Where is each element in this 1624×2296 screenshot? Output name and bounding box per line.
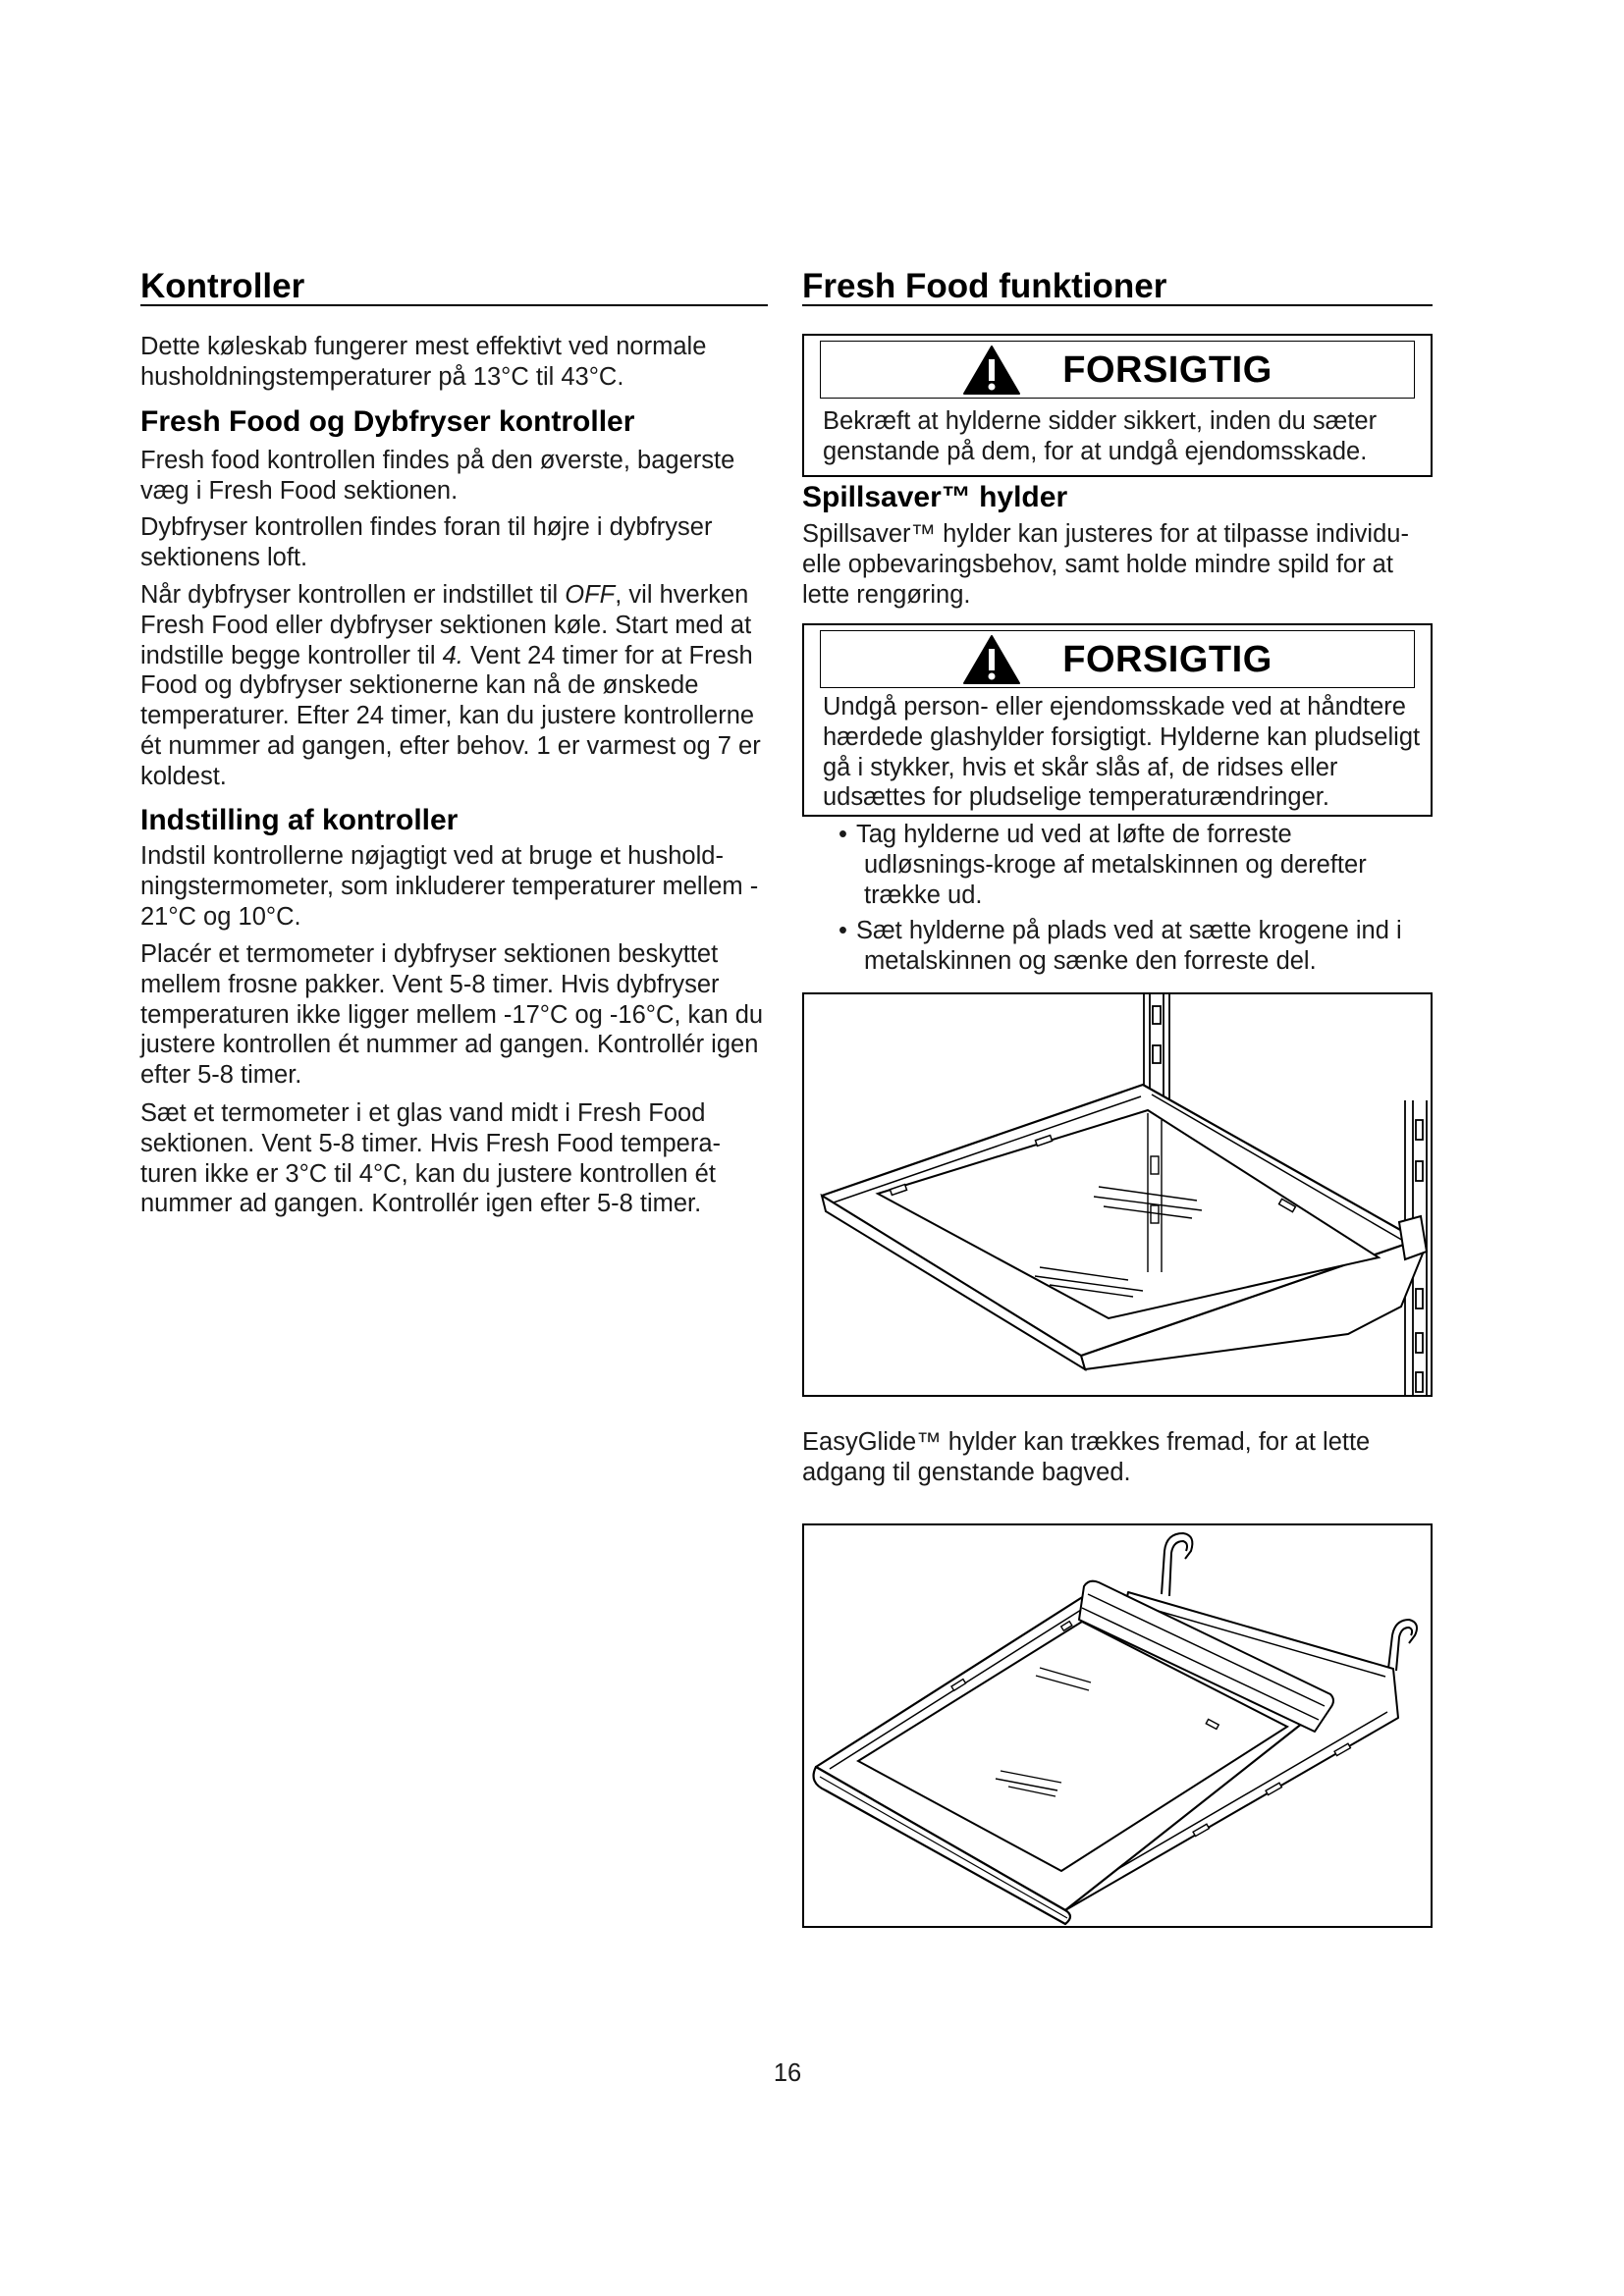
- paragraph-line: Fresh food kontrollen findes på den øverste, bagerste: [140, 447, 735, 474]
- bullet-line: [839, 820, 1367, 850]
- paragraph-line: temperaturer. Efter 24 timer, kan du justere kontrollerne: [140, 702, 755, 730]
- paragraph-line: lette rengøring.: [802, 580, 971, 609]
- subheading-spillsaver-hylder: Spillsaver™ hylder: [802, 481, 1068, 513]
- caution-title-bar: [820, 341, 1415, 399]
- easyglide-shelf-illustration: [804, 1525, 1431, 1926]
- text-segment: indstille begge kontroller til: [140, 641, 443, 669]
- rail-slot: [1416, 1289, 1423, 1308]
- paragraph-line: Dybfryser kontrollen findes foran til højre i dybfryser: [140, 513, 713, 541]
- paragraph-line: Bekræft at hylderne sidder sikkert, inden du sæter: [823, 407, 1378, 435]
- caution-title: FORSIGTIG: [1062, 638, 1272, 680]
- front-hook: [1388, 1620, 1417, 1669]
- paragraph-line: gå i stykker, hvis et skår slås af, de ridses eller: [823, 753, 1338, 781]
- paragraph-line: sektionen. Vent 5-8 timer. Hvis Fresh Food tempera-: [140, 1129, 722, 1157]
- warning-icon: [962, 634, 1021, 685]
- rail-slot: [1416, 1333, 1423, 1353]
- paragraph-spillsaver: [802, 519, 1409, 610]
- paragraph-line: EasyGlide™ hylder kan trækkes fremad, for at lette: [802, 1428, 1371, 1456]
- shelf-hook-bracket: [1399, 1216, 1427, 1259]
- paragraph-fresh-food-control-location: [140, 446, 734, 507]
- caution-box-shelf-secure: [802, 334, 1433, 477]
- paragraph-line: justere kontrollen ét nummer ad gangen. Kontrollér igen: [140, 1031, 759, 1059]
- paragraph-control-settings: [140, 580, 761, 792]
- paragraph-line: Fresh Food eller dybfryser sektionen køle. Start med at: [140, 611, 752, 639]
- rear-rail: [1144, 994, 1169, 1099]
- paragraph-line: [140, 641, 761, 671]
- text-segment: Vent 24 timer for at Fresh: [462, 641, 753, 669]
- paragraph-line: sektionens loft.: [140, 543, 308, 571]
- caution-title-bar: [820, 630, 1415, 688]
- caution-box-glass-shelves: [802, 623, 1433, 817]
- paragraph-line: udsættes for pludselige temperaturændringer.: [823, 783, 1329, 812]
- bullet-marker: •: [839, 821, 847, 848]
- paragraph-line: Food og dybfryser sektionerne kan nå de ønskede: [140, 671, 699, 700]
- paragraph-thermometer-intro: [140, 841, 758, 932]
- caution-title: FORSIGTIG: [1062, 348, 1272, 391]
- figure-easyglide-shelf: [802, 1523, 1433, 1928]
- bullet-line: [839, 916, 1402, 946]
- paragraph-line: Dette køleskab fungerer mest effektivt ved normale: [140, 333, 707, 360]
- text-segment: , vil hverken: [615, 581, 749, 609]
- paragraph-easyglide: [802, 1427, 1370, 1488]
- bullet-marker: •: [839, 917, 847, 944]
- figure-spillsaver-shelf: [802, 992, 1433, 1397]
- paragraph-line: Undgå person- eller ejendomsskade ved at håndtere: [823, 693, 1406, 721]
- section-heading-fresh-food-funktioner: Fresh Food funktioner: [802, 269, 1433, 306]
- rear-hook-inner: [1169, 1541, 1187, 1596]
- paragraph-line: genstande på dem, for at undgå ejendomsskade.: [823, 437, 1368, 465]
- page-number: 16: [773, 2059, 802, 2087]
- bullet-line: metalskinnen og sænke den forreste del.: [864, 946, 1317, 975]
- paragraph-line: temperaturen ikke ligger mellem -17°C og -16°C, kan du: [140, 1000, 764, 1029]
- paragraph-freezer-control-location: [140, 512, 712, 573]
- bullet-item-remove-shelf: [839, 820, 1367, 910]
- rail-slot: [1416, 1120, 1423, 1140]
- warning-exclamation-dot: [989, 383, 996, 390]
- caution-text: [823, 692, 1420, 813]
- warning-exclamation-dot: [989, 672, 996, 679]
- paragraph-line: ét nummer ad gangen, efter behov. 1 er varmest og 7 er: [140, 731, 761, 760]
- paragraph-line: Placér et termometer i dybfryser sektionen beskyttet: [140, 940, 719, 968]
- rail-slot: [1416, 1372, 1423, 1392]
- warning-icon: [962, 345, 1021, 396]
- paragraph-line: Sæt et termometer i et glas vand midt i Fresh Food: [140, 1099, 706, 1127]
- caution-text: [823, 406, 1377, 467]
- paragraph-line: husholdningstemperaturer på 13°C til 43°C.: [140, 362, 624, 391]
- paragraph-line: Spillsaver™ hylder kan justeres for at tilpasse individu-: [802, 520, 1409, 548]
- paragraph-line: adgang til genstande bagved.: [802, 1458, 1131, 1486]
- paragraph-freezer-thermometer: [140, 939, 763, 1091]
- paragraph-line: væg i Fresh Food sektionen.: [140, 476, 459, 505]
- subheading-indstilling-af-kontroller: Indstilling af kontroller: [140, 804, 459, 836]
- warning-exclamation-bar: [989, 359, 995, 381]
- spillsaver-shelf-illustration: [804, 994, 1431, 1395]
- paragraph-line: efter 5-8 timer.: [140, 1061, 302, 1090]
- rail-slot: [1153, 1045, 1161, 1063]
- bullet-text: Sæt hylderne på plads ved at sætte krogene ind i: [856, 917, 1402, 944]
- paragraph-line: Indstil kontrollerne nøjagtigt ved at bruge et hushold-: [140, 842, 724, 870]
- paragraph-line: turen ikke er 3°C til 4°C, kan du justere kontrollen ét: [140, 1159, 716, 1188]
- paragraph-line: elle opbevaringsbehov, samt holde mindre spild for at: [802, 550, 1393, 578]
- rail-slot: [1416, 1161, 1423, 1181]
- paragraph-line: [140, 580, 761, 611]
- bullet-line: trække ud.: [864, 881, 983, 909]
- rail-slot: [1153, 1006, 1161, 1024]
- bullet-text: Tag hylderne ud ved at løfte de forreste: [856, 821, 1292, 848]
- paragraph-line: 21°C og 10°C.: [140, 902, 301, 931]
- paragraph-fresh-food-thermometer: [140, 1098, 721, 1219]
- paragraph-line: nummer ad gangen. Kontrollér igen efter 5-8 timer.: [140, 1190, 702, 1218]
- bullet-line: udløsnings-kroge af metalskinnen og derefter: [864, 850, 1367, 879]
- text-segment: Når dybfryser kontrollen er indstillet til: [140, 581, 566, 609]
- paragraph-line: hærdede glashylder forsigtigt. Hylderne kan pludseligt: [823, 722, 1421, 751]
- bullet-item-replace-shelf: [839, 916, 1402, 977]
- intro-paragraph: [140, 332, 706, 393]
- section-heading-kontroller: Kontroller: [140, 269, 768, 306]
- front-hook-inner: [1396, 1628, 1412, 1671]
- italic-setting-off: OFF: [565, 581, 616, 609]
- warning-exclamation-bar: [989, 649, 995, 670]
- paragraph-line: ningstermometer, som inkluderer temperaturer mellem -: [140, 872, 759, 900]
- paragraph-line: mellem frosne pakker. Vent 5-8 timer. Hvis dybfryser: [140, 970, 720, 998]
- paragraph-line: koldest.: [140, 762, 227, 790]
- italic-setting-4: 4.: [442, 641, 463, 669]
- subheading-fresh-food-dybfryser-kontroller: Fresh Food og Dybfryser kontroller: [140, 405, 635, 438]
